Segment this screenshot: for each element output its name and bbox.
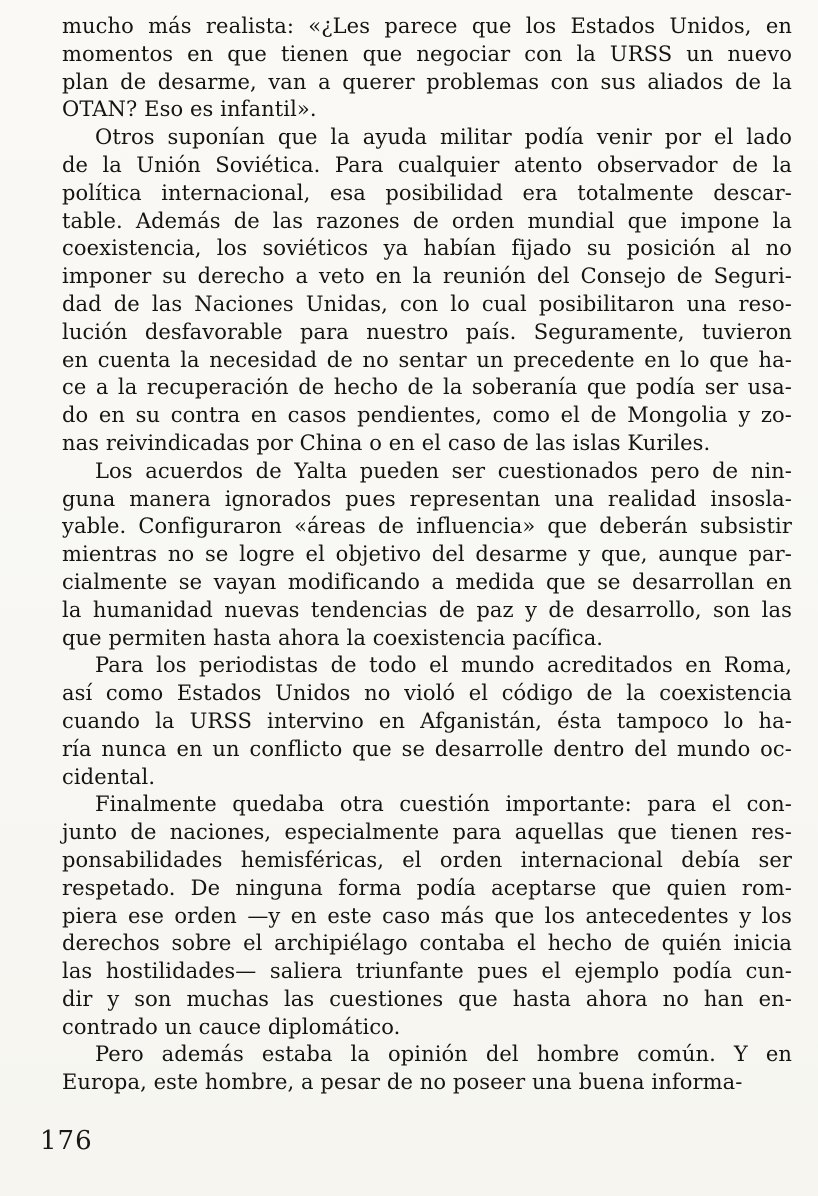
- text-line: OTAN? Eso es infantil».: [62, 97, 317, 122]
- text-line: de la Unión Soviética. Para cualquier atento observador de la: [62, 152, 792, 177]
- text-line: lución desfavorable para nuestro país. Seguramente, tuvieron: [62, 319, 792, 344]
- text-line: cidental.: [62, 764, 156, 789]
- text-line: la humanidad nuevas tendencias de paz y de desarrollo, son las: [62, 597, 792, 622]
- text-line: contrado un cauce diplomático.: [62, 1014, 401, 1039]
- text-line: ponsabilidades hemisféricas, el orden internacional debía ser: [62, 847, 792, 872]
- text-line: mientras no se logre el objetivo del desarme y que, aunque par-: [62, 542, 792, 567]
- text-line: las hostilidades— saliera triunfante pues el ejemplo podía cun-: [62, 959, 792, 984]
- text-line: derechos sobre el archipiélago contaba el hecho de quién inicia: [62, 931, 792, 956]
- text-line: respetado. De ninguna forma podía aceptarse que quien rom-: [62, 875, 792, 900]
- text-line: do en su contra en casos pendientes, como el de Mongolia y zo-: [62, 403, 792, 428]
- text-line: imponer su derecho a veto en la reunión del Consejo de Seguri-: [62, 264, 792, 289]
- page-number: 176: [40, 1126, 93, 1156]
- text-line: Otros suponían que la ayuda militar podía venir por el lado: [95, 125, 792, 150]
- text-line: Pero además estaba la opinión del hombre común. Y en: [95, 1042, 792, 1067]
- text-line: junto de naciones, especialmente para aquellas que tienen res-: [62, 820, 792, 845]
- text-line: que permiten hasta ahora la coexistencia pacífica.: [62, 625, 604, 650]
- body-text: [62, 13, 792, 1097]
- text-line: política internacional, esa posibilidad era totalmente descar-: [62, 180, 792, 205]
- text-line: nas reivindicadas por China o en el caso de las islas Kuriles.: [62, 430, 711, 455]
- text-line: coexistencia, los soviéticos ya habían fijado su posición al no: [62, 236, 792, 261]
- text-line: piera ese orden —y en este caso más que los antecedentes y los: [62, 903, 792, 928]
- text-line: mucho más realista: «¿Les parece que los Estados Unidos, en: [62, 14, 792, 38]
- text-line: ría nunca en un conflicto que se desarrolle dentro del mundo oc-: [62, 736, 792, 761]
- text-line: ce a la recuperación de hecho de la soberanía que podía ser usa-: [62, 375, 792, 400]
- text-line: Finalmente quedaba otra cuestión importante: para el con-: [95, 792, 792, 817]
- text-line: dad de las Naciones Unidas, con lo cual posibilitaron una reso-: [62, 291, 792, 316]
- text-line: así como Estados Unidos no violó el código de la coexistencia: [62, 681, 792, 706]
- text-line: table. Además de las razones de orden mundial que impone la: [62, 208, 792, 233]
- text-line: cialmente se vayan modificando a medida que se desarrollan en: [62, 569, 792, 594]
- text-line: plan de desarme, van a querer problemas con sus aliados de la: [62, 69, 792, 94]
- text-line: momentos en que tienen que negociar con la URSS un nuevo: [62, 41, 792, 66]
- text-line: dir y son muchas las cuestiones que hasta ahora no han en-: [62, 986, 792, 1011]
- text-line: Europa, este hombre, a pesar de no poseer una buena informa-: [62, 1070, 743, 1095]
- text-line: Para los periodistas de todo el mundo acreditados en Roma,: [95, 653, 792, 678]
- text-line: guna manera ignorados pues representan una realidad insosla-: [62, 486, 792, 511]
- text-line: en cuenta la necesidad de no sentar un precedente en lo que ha-: [62, 347, 792, 372]
- text-line: yable. Configuraron «áreas de influencia» que deberán subsistir: [62, 514, 792, 539]
- text-line: Los acuerdos de Yalta pueden ser cuestionados pero de nin-: [95, 458, 792, 483]
- text-line: cuando la URSS intervino en Afganistán, ésta tampoco lo ha-: [62, 708, 792, 733]
